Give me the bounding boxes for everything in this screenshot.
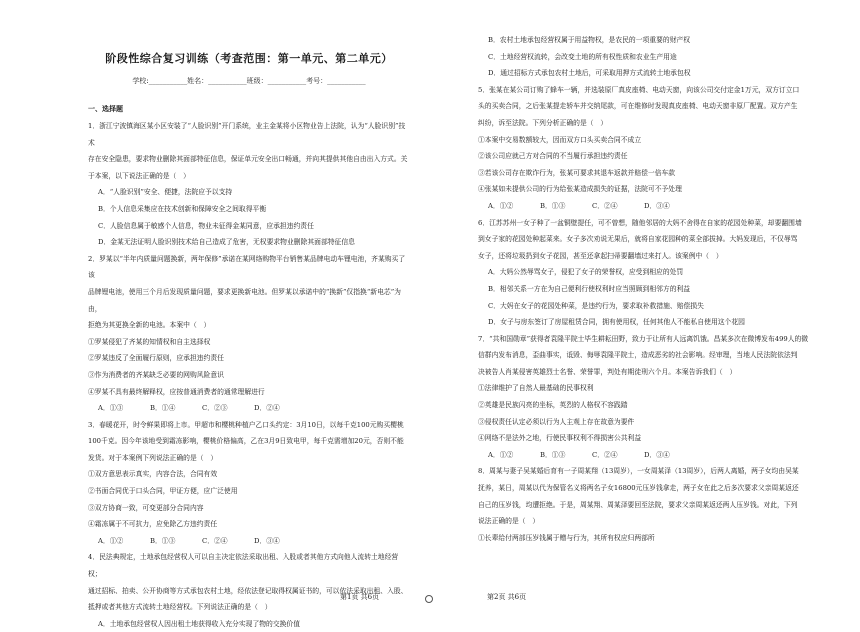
q1-option-a: A．“人脸识别”安全、便捷，法院应予以支持 (98, 188, 233, 197)
q7-options (478, 447, 830, 464)
q6-option-a: A．大妈公然辱骂女子，侵犯了女子的荣誉权，应受到相应的处罚 (488, 268, 684, 277)
q5-stem-line: 纠纷，诉至法院。下列分析正确的是（ ） (478, 118, 608, 127)
q3-statement: ④霜冻属于不可抗力，应免除乙方违约责任 (88, 520, 218, 529)
q3-stem-line: 发货。对于本案例下列说法正确的是（ ） (88, 453, 218, 462)
q1-option-c: C．人脸信息属于敏感个人信息，物业未征得金某同意，应承担违约责任 (98, 221, 314, 230)
q5-statement: ④张某如未提供公司的行为给张某造成损失的证据，法院可不予处理 (478, 185, 682, 194)
q7-option: D．③④ (644, 450, 670, 459)
q2-statement: ③作为消费者的齐某缺乏必要的网购风险意识 (88, 370, 224, 379)
q6-option-d: D．女子与房东签订了房屋租赁合同，拥有使用权，任何其他人不能私自使用这个花园 (488, 318, 745, 327)
q5-statement: ③若该公司存在欺诈行为，张某可要求其退车返款并赔偿一倍车款 (478, 168, 676, 177)
q4-option-c: C．土地经营权流转，会改变土地的所有权性质和农业生产用途 (488, 52, 677, 61)
left-page (0, 0, 430, 628)
right-page (430, 0, 860, 608)
q1-stem-line: 1．浙江宁波镇海区某小区安装了“人脸识别”开门系统，业主金某将小区物业告上法院，认为“人脸识别”技术 (88, 122, 406, 147)
q2-options (88, 400, 410, 417)
q2-statement: ②罗某违反了全面履行原则，应承担违约责任 (88, 354, 224, 363)
q7-statement: ④网络不是法外之地，行使民事权利不得损害公共利益 (478, 434, 642, 443)
q3-option: A．①② (98, 536, 124, 545)
q5-option: C．②④ (592, 201, 618, 210)
q6-option-b: B．相邻关系一方在为自己便利行使权利时应当照顾到相邻方的利益 (488, 284, 691, 293)
q3-statement: ①双方意思表示真实，内容合法，合同有效 (88, 470, 218, 479)
q7-statement: ②英雄是民族闪亮的坐标，英烈的人格权不容践踏 (478, 401, 628, 410)
q1-stem-line: 存在安全隐患，要求物业删除其面部特征信息，保证单元安全出口畅通，并向其提供其他自由出入方式。关 (88, 155, 408, 164)
q5-options (478, 198, 830, 215)
q3-statement: ②书面合同优于口头合同，甲证方便，应广泛使用 (88, 487, 238, 496)
student-info-line: 学校:___________姓名：___________班级：___________考号：___________ (132, 77, 366, 85)
q7-option: A．①② (488, 450, 514, 459)
q7-stem-line: 7．“共和国勋章”获得者袁隆平院士毕生耕耘田野，致力于让所有人远离饥饿。昌某多次在微博发布499人的微 (478, 334, 809, 343)
q2-option: C．②③ (202, 404, 228, 413)
q3-statement: ③双方协商一致，可变更部分合同内容 (88, 503, 204, 512)
q6-stem-line: 到女子家的花园处种起菜来。女子多次劝说无果后，就将自家花园种的菜全部拔掉。大妈发现后，不仅辱骂 (478, 235, 798, 244)
q3-option: D．③④ (254, 536, 280, 545)
q2-option: A．①③ (98, 404, 124, 413)
q4-stem-line: 通过招标、拍卖、公开协商等方式承包农村土地，经依法登记取得权属证书的，可以依法采取出租、入股、 (88, 586, 408, 595)
q8-statement: ①长辈给付两部压岁钱属于赠与行为，其所有权应归两部所 (478, 533, 655, 542)
q8-stem-line: 自己的压岁钱，均遭拒绝。于是，周某翔、周某泽要回至法院，要求父亲周某返还两人压岁钱。对此，下列 (478, 500, 798, 509)
section-heading: 一、选择题 (88, 104, 123, 113)
q4-option-b: B．农村土地承包经营权属于用益物权，是农民的一项重要的财产权 (488, 36, 691, 44)
q3-option: B．①③ (150, 536, 176, 545)
q2-stem-line: 品牌锂电池，使用三个月后发现质量问题，要求更换新电池。但罗某以承诺中的“换新”仅指换“新电芯”为由， (88, 287, 401, 313)
q5-option: D．③④ (644, 201, 670, 210)
q6-stem-line: 6．江苏苏州一女子种了一盆铜壁提任，可不曾想，随他邻居的大妈不舍得在自家的花园处种菜，却要翻围墙 (478, 218, 802, 227)
q2-option: D．②④ (254, 404, 280, 413)
q6-option-c: C．大妈在女子的花园处种菜，是违约行为，要求取补救措施、赔偿损失 (488, 301, 704, 310)
q7-stem-line: 信群内发布消息，歪曲事实，诋毁、侮辱袁隆平院士，造成恶劣的社会影响。经审理，当地人民法院依法判 (478, 351, 798, 360)
q5-stem-line: 5．张某在某公司订购了蜂车一辆，并选装原厂真皮座椅、电动天窗，向该公司交付定金1万元，双方订立口 (478, 85, 800, 94)
q5-stem-line: 头的买卖合同，之后张某提走轿车并交纳尾款，可在维修时发现真皮座椅、电动天窗非原厂配置。双方产生 (478, 102, 798, 111)
q7-option: B．①③ (540, 450, 566, 459)
q4-option-a: A．土地承包经营权人因出租土地获得收入充分实现了物的交换价值 (98, 619, 301, 628)
q7-statement: ①法律维护了自然人最基础的民事权利 (478, 384, 594, 393)
page-number-right: 第2页 共6页 (487, 593, 527, 601)
page-title: 阶段性综合复习训练（考查范围：第一单元、第二单元） (105, 52, 393, 65)
page-number-left: 第1页 共6页 (340, 593, 380, 601)
q5-option: A．①② (488, 201, 514, 210)
q3-stem-line: 100千克。因今年该地受到霜冻影响，樱桃价格偏高，乙在3月9日致电甲，每千克需增加20元，否则不能 (88, 437, 404, 446)
q5-statement: ①本案中交易数额较大，因而双方口头买卖合同不成立 (478, 135, 642, 144)
q5-statement: ②该公司应就己方对合同的不当履行承担违约责任 (478, 152, 628, 161)
q1-option-d: D．金某无法证明人脸识别技术给自己造成了危害，无权要求物业删除其面部特征信息 (98, 238, 355, 247)
q4-stem-line: 抵押或者其他方式流转土地经营权。下列说法正确的是（ ） (88, 603, 272, 612)
q1-stem-line: 于本案，以下说法正确的是（ ） (88, 171, 190, 180)
q6-stem-line: 女子，还将垃圾扔到女子花园，甚至还拿起扫帚要翻墙过来打人。该案例中（ ） (478, 251, 723, 260)
q2-statement: ④罗某不具有最终解释权，应按普通消费者的通常理解进行 (88, 387, 265, 396)
q4-stem-line: 4．民法典规定，土地承包经营权人可以自主决定依法采取出租、入股或者其他方式向他人流转土地经营权； (88, 553, 399, 579)
q7-statement: ③侵权责任认定必须以行为人主观上存在故意为要件 (478, 417, 635, 426)
q2-stem-line: 拒绝为其更换全新的电池。本案中（ ） (88, 321, 211, 330)
q8-stem-line: 抚养，某日，周某以代为保管名义将两名子女16800元压岁钱拿走，两子女在此之后多次要求父亲周某返还 (478, 484, 799, 493)
q8-stem-line: 说法正确的是（ ） (478, 517, 540, 526)
q2-option: B．①④ (150, 404, 176, 413)
q1-option-b: B．个人信息采集应在技术创新和保障安全之间取得平衡 (98, 204, 267, 213)
q2-stem-line: 2．罗某以“半年内质量问题换新，两年保修”承诺在某网络购物平台销售某品牌电动车锂电池，齐某购买了该 (88, 254, 406, 280)
q4-option-d: D．通过招标方式承包农村土地后，可采取用押方式流转土地承包权 (488, 69, 691, 78)
center-circle-icon (425, 595, 433, 603)
q7-option: C．②④ (592, 450, 618, 459)
q3-option: C．②④ (202, 536, 228, 545)
q5-option: B．①③ (540, 201, 566, 210)
q2-statement: ①罗某侵犯了齐某的知情权和自主选择权 (88, 337, 211, 346)
q7-stem-line: 决被告人肖某侵害英雄烈士名誉、荣誉罪，判处有期徒刑六个月。本案告诉我们（ ） (478, 367, 737, 376)
q8-stem-line: 8．周某与妻子吴某婚后育有一子周某翔（13周岁），一女周某泽（13周岁），后两人离婚，两子女均由吴某 (478, 467, 799, 476)
q3-stem-line: 3．春暖花开，时令鲜果即将上市。甲超市和樱桃种植户乙口头约定：3月10日，以每千克100元购买樱桃 (88, 420, 404, 429)
q3-options (88, 533, 410, 550)
